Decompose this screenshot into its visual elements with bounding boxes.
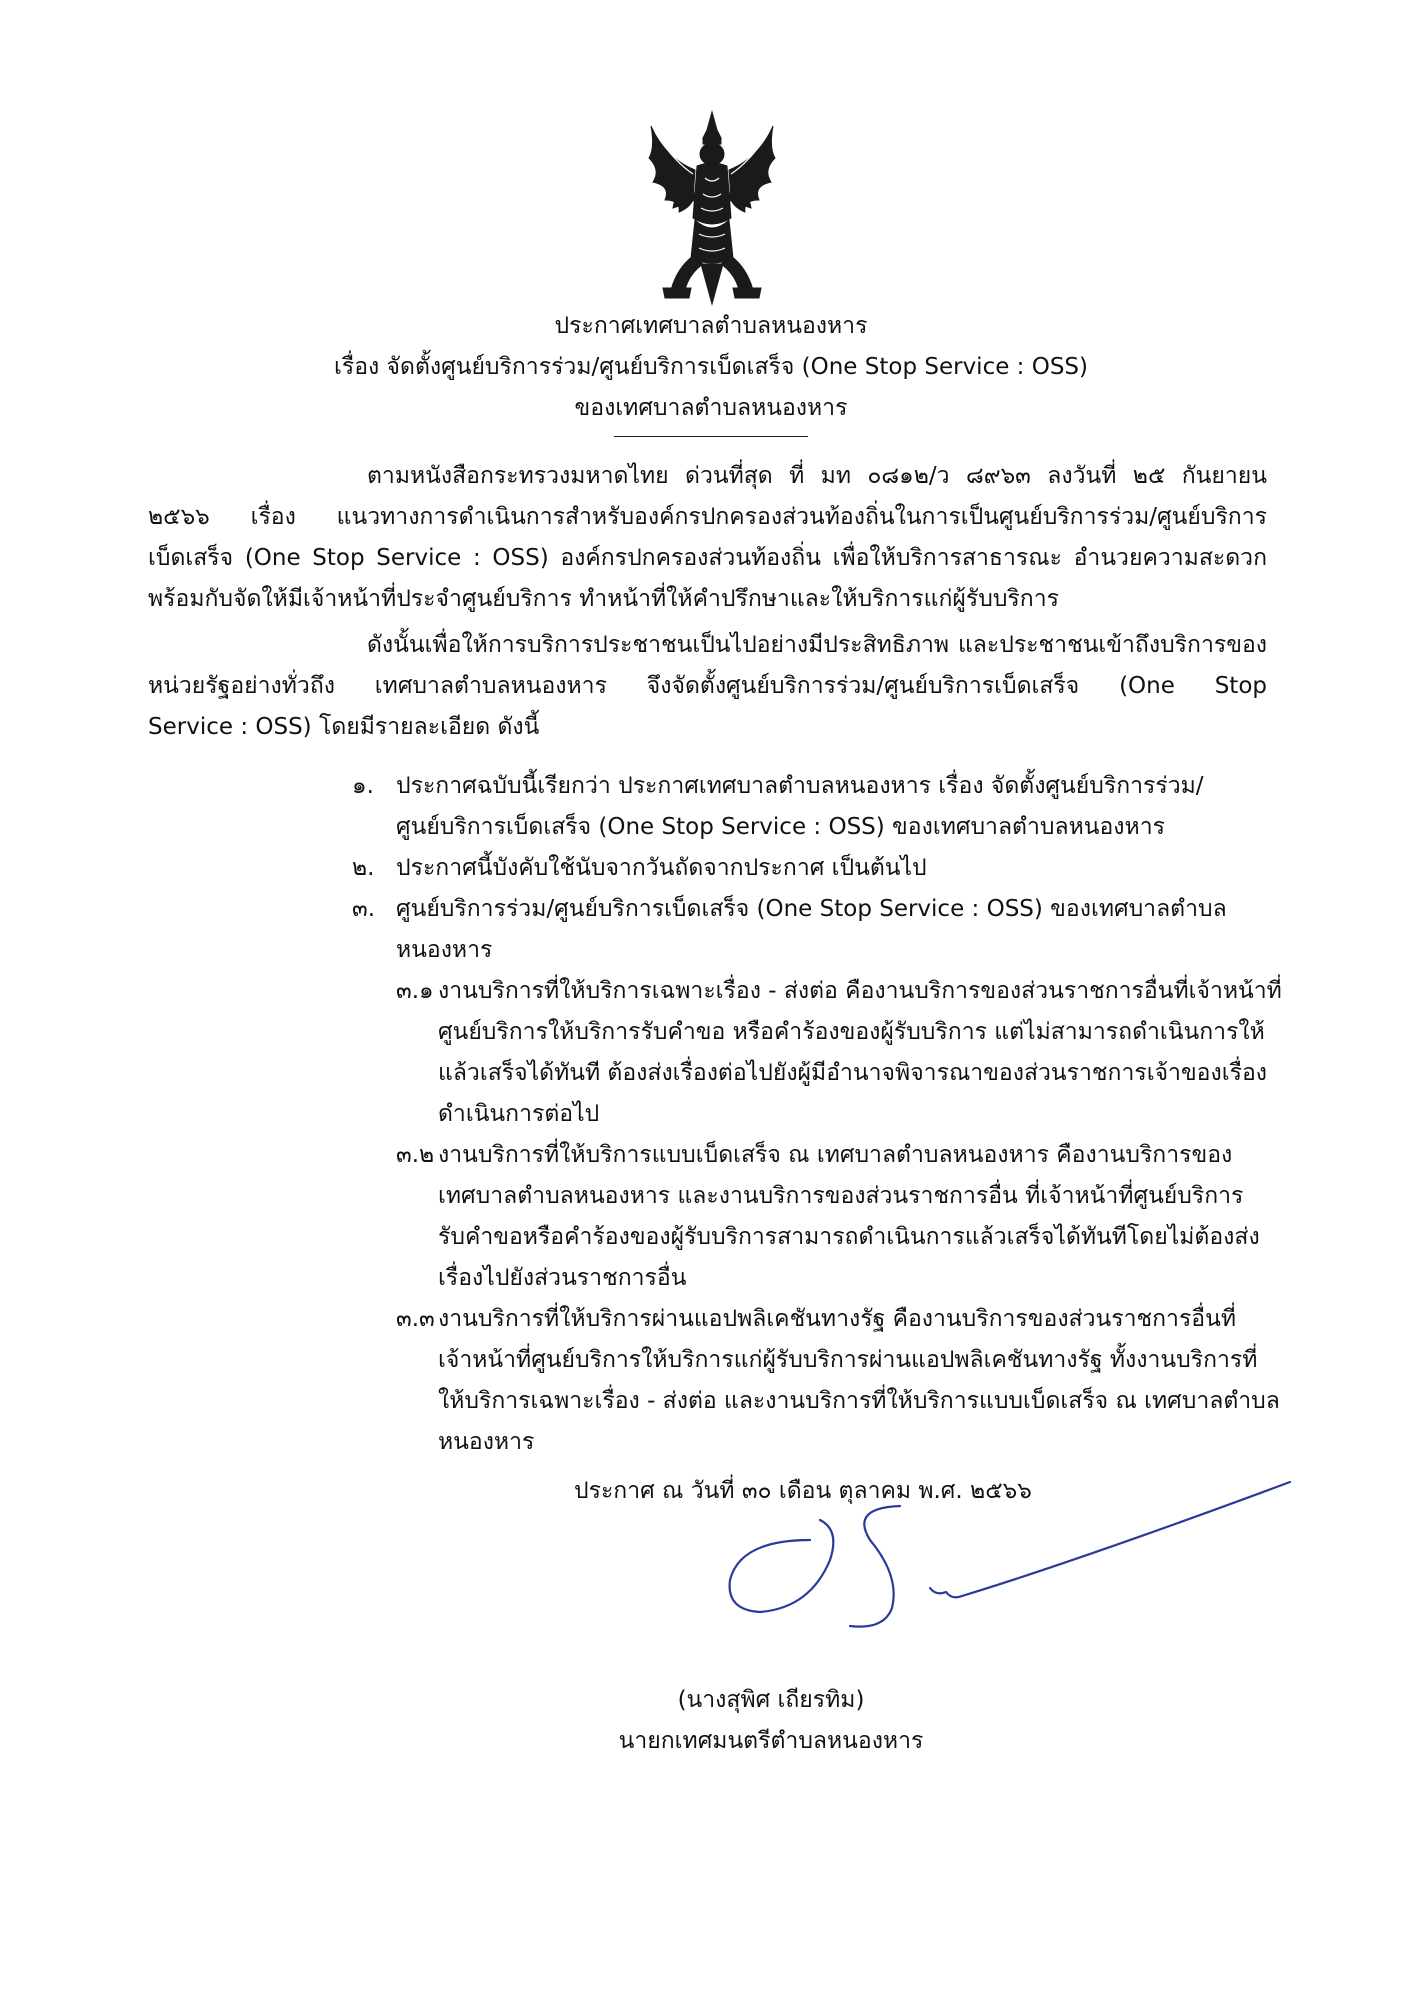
paragraph-line: ๒๕๖๖ เรื่อง แนวทางการดำเนินการสำหรับองค์กรปกครองส่วนท้องถิ่นในการเป็นศูนย์บริการร่วม/ศูนย์บริการ <box>148 504 1267 530</box>
signatory-position: นายกเทศมนตรีตำบลหนองหาร <box>618 1728 924 1754</box>
subitem-line: เจ้าหน้าที่ศูนย์บริการให้บริการแก่ผู้รับบริการผ่านแอปพลิเคชันทางรัฐ ทั้งงานบริการที่ <box>438 1347 1258 1373</box>
item-number: ๓. <box>352 896 376 922</box>
item-number: ๒. <box>352 855 375 881</box>
subitem-number: ๓.๒ <box>396 1142 435 1168</box>
item-line: ศูนย์บริการร่วม/ศูนย์บริการเบ็ดเสร็จ (One Stop Service : OSS) ของเทศบาลตำบล <box>396 896 1227 922</box>
paragraph-line: พร้อมกับจัดให้มีเจ้าหน้าที่ประจำศูนย์บริการ ทำหน้าที่ให้คำปรึกษาและให้บริการแก่ผู้รับบริการ <box>148 586 1059 612</box>
subitem-number: ๓.๓ <box>396 1306 435 1332</box>
item-line: ศูนย์บริการเบ็ดเสร็จ (One Stop Service : OSS) ของเทศบาลตำบลหนองหาร <box>396 814 1165 840</box>
signature <box>700 1480 1300 1650</box>
subitem-line: หนองหาร <box>438 1429 535 1455</box>
subitem-line: เทศบาลตำบลหนองหาร และงานบริการของส่วนราชการอื่น ที่เจ้าหน้าที่ศูนย์บริการ <box>438 1183 1244 1209</box>
subitem-line: แล้วเสร็จได้ทันที ต้องส่งเรื่องต่อไปยังผู้มีอำนาจพิจารณาของส่วนราชการเจ้าของเรื่อง <box>438 1060 1267 1086</box>
subitem-line: ให้บริการเฉพาะเรื่อง - ส่งต่อ และงานบริการที่ให้บริการแบบเบ็ดเสร็จ ณ เทศบาลตำบล <box>438 1388 1280 1414</box>
subitem-line: งานบริการที่ให้บริการแบบเบ็ดเสร็จ ณ เทศบาลตำบลหนองหาร คืองานบริการของ <box>438 1142 1233 1168</box>
paragraph-line: ตามหนังสือกระทรวงมหาดไทย ด่วนที่สุด ที่ มท ๐๘๑๒/ว ๘๙๖๓ ลงวันที่ ๒๕ กันยายน <box>367 463 1267 489</box>
subitem-line: รับคำขอหรือคำร้องของผู้รับบริการสามารถดำเนินการแล้วเสร็จได้ทันทีโดยไม่ต้องส่ง <box>438 1224 1260 1250</box>
paragraph-line: ดังนั้นเพื่อให้การบริการประชาชนเป็นไปอย่างมีประสิทธิภาพ และประชาชนเข้าถึงบริการของ <box>367 632 1267 658</box>
subitem-line: ดำเนินการต่อไป <box>438 1101 600 1127</box>
item-number: ๑. <box>352 773 374 799</box>
item-line: หนองหาร <box>396 937 493 963</box>
paragraph-line: เบ็ดเสร็จ (One Stop Service : OSS) องค์กรปกครองส่วนท้องถิ่น เพื่อให้บริการสาธารณะ อำนวยความสะดวก <box>148 545 1267 571</box>
paragraph-line: หน่วยรัฐอย่างทั่วถึง เทศบาลตำบลหนองหาร จึงจัดตั้งศูนย์บริการร่วม/ศูนย์บริการเบ็ดเสร็จ (One Stop <box>148 673 1267 699</box>
subitem-line: เรื่องไปยังส่วนราชการอื่น <box>438 1265 687 1291</box>
subitem-number: ๓.๑ <box>396 978 434 1004</box>
item-line: ประกาศนี้บังคับใช้นับจากวันถัดจากประกาศ เป็นต้นไป <box>396 855 927 881</box>
date-line: ประกาศ ณ วันที่ ๓๐ เดือน ตุลาคม พ.ศ. ๒๕๖๖ <box>574 1478 1032 1504</box>
org-title: ประกาศเทศบาลตำบลหนองหาร <box>554 313 868 339</box>
subitem-line: งานบริการที่ให้บริการเฉพาะเรื่อง - ส่งต่อ คืองานบริการของส่วนราชการอื่นที่เจ้าหน้าที่ <box>438 978 1282 1004</box>
subitem-line: งานบริการที่ให้บริการผ่านแอปพลิเคชันทางรัฐ คืองานบริการของส่วนราชการอื่นที่ <box>438 1306 1236 1332</box>
signatory-name: (นางสุพิศ เถียรทิม) <box>677 1687 865 1713</box>
paragraph-line: Service : OSS) โดยมีรายละเอียด ดังนี้ <box>148 714 540 740</box>
title-divider <box>614 436 808 437</box>
subject-line-2: ของเทศบาลตำบลหนองหาร <box>574 395 848 421</box>
subitem-line: ศูนย์บริการให้บริการรับคำขอ หรือคำร้องของผู้รับบริการ แต่ไม่สามารถดำเนินการให้ <box>438 1019 1265 1045</box>
garuda-emblem-icon <box>645 108 780 306</box>
item-line: ประกาศฉบับนี้เรียกว่า ประกาศเทศบาลตำบลหนองหาร เรื่อง จัดตั้งศูนย์บริการร่วม/ <box>396 773 1204 799</box>
subject-line: เรื่อง จัดตั้งศูนย์บริการร่วม/ศูนย์บริการเบ็ดเสร็จ (One Stop Service : OSS) <box>333 354 1089 380</box>
